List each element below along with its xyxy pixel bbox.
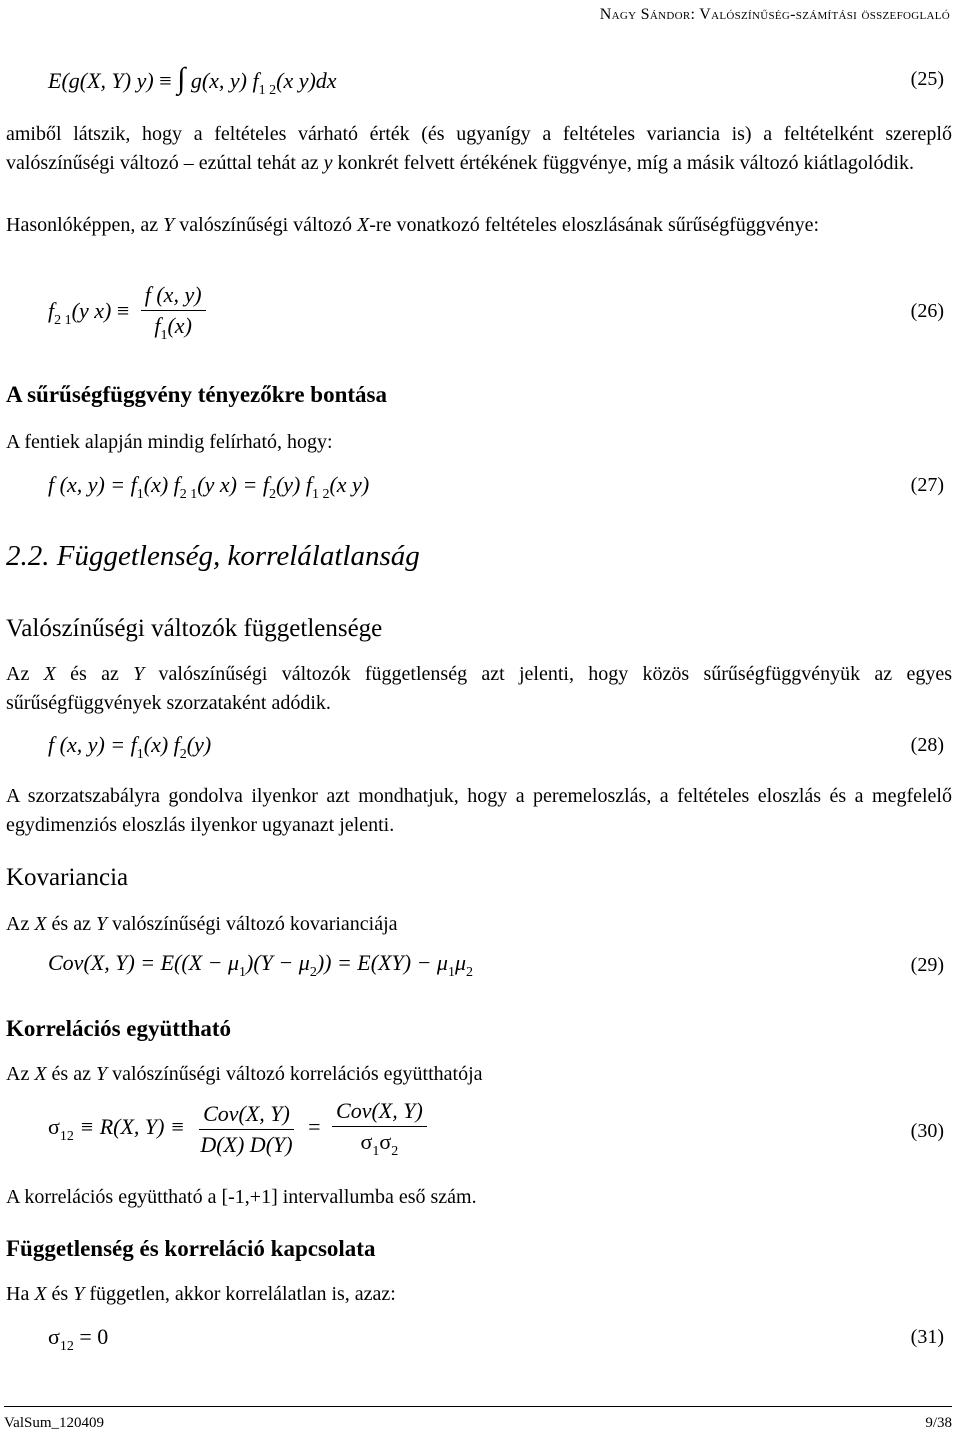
footer-document-id: ValSum_120409 (4, 1415, 105, 1431)
paragraph-2: Hasonlóképpen, az Y valószínűségi változó X-re vonatkozó feltételes eloszlásának sűrűségfüggvénye: (6, 214, 820, 236)
heading-correlation: Korrelációs együttható (6, 1016, 232, 1041)
heading-independence-correlation: Függetlenség és korreláció kapcsolata (6, 1236, 376, 1261)
paragraph-1: amiből látszik, hogy a feltételes várható érték (és ugyanígy a feltételes variancia is) a feltételként szereplő valószínűségi változó – ezúttal tehát az y konkrét felvett értékének függvénye, míg a másik változó kiátlagolódik. (6, 123, 952, 174)
paragraph-4: Az X és az Y valószínűségi változók függetlenség azt jelenti, hogy közös sűrűségfüggvényük az egyes sűrűségfüggvények szorzataként adódik. (6, 663, 952, 714)
equation-number-30: (30) (910, 1120, 944, 1142)
paragraph-6: Az X és az Y valószínűségi változó kovarianciája (6, 913, 398, 935)
equation-29: Cov(X, $Y) = E((X - \mu_1)(Y - \mu_2)) = E(XY) - \mu_1\mu_2$ (29) (48, 950, 944, 980)
header-title: Valószínűség-számítási összefoglaló (699, 6, 950, 23)
equation-number-27: (27) (910, 474, 944, 496)
header-author: Nagy Sándor: (599, 6, 700, 23)
equation-number-25: (25) (910, 68, 944, 90)
heading-covariance: Kovariancia (6, 864, 129, 891)
heading-independence: Valószínűségi változók függetlensége (6, 615, 383, 642)
paragraph-9: Ha X és Y független, akkor korrelálatlan is, azaz: (6, 1283, 396, 1305)
paragraph-7: Az X és az Y valószínűségi változó korrelációs együtthatója (6, 1063, 483, 1085)
running-header (600, 6, 950, 24)
paragraph-8: A korrelációs együttható a [-1,+1] intervallumba eső szám. (6, 1186, 477, 1208)
equation-number-31: (31) (910, 1326, 944, 1348)
equation-30: $\sigma_{12} \equiv R(X$, Y) ≡ $\frac{\text{Cov(X, Y)}}{D(X) D(Y)}$ = $\frac{\text{Cov(X, Y)}}{\sigma_1\sigma_2}$ (30) (48, 1098, 944, 1159)
equation-25: E(g(X, Y) y) ≡ ∫ g(x, y) $f_{1 2}(x$ y)dx (25) (48, 62, 944, 98)
equation-31: $\sigma_{12} = 0$ (31) (48, 1324, 944, 1354)
equation-26: $f_{2 1}(y$ x) ≡ $\frac{f (x, y)}{f_1(x)}$ (26) (48, 282, 944, 343)
section-title-2-2: 2.2. Függetlenség, korrelálatlanság (6, 540, 420, 572)
equation-number-29: (29) (910, 954, 944, 976)
page-footer (4, 1406, 952, 1432)
equation-28: f (x, $y) = f_1(x)$ $f_2(y)$ (28) (48, 732, 944, 762)
paragraph-5: A szorzatszabályra gondolva ilyenkor azt mondhatjuk, hogy a peremeloszlás, a feltételes eloszlás és a megfelelő egydimenziós eloszlás ilyenkor ugyanazt jelenti. (6, 785, 952, 836)
equation-number-28: (28) (910, 734, 944, 756)
page-number: 9/38 (925, 1415, 952, 1431)
equation-27: f (x, $y) = f_1(x)$ $f_{2 1}(y$ $x) = f_2(y)$ $f_{1 2}(x$ y) (27) (48, 472, 944, 502)
equation-number-26: (26) (910, 300, 944, 322)
heading-factorization: A sűrűségfüggvény tényezőkre bontása (6, 382, 388, 407)
paragraph-3: A fentiek alapján mindig felírható, hogy: (6, 431, 333, 453)
